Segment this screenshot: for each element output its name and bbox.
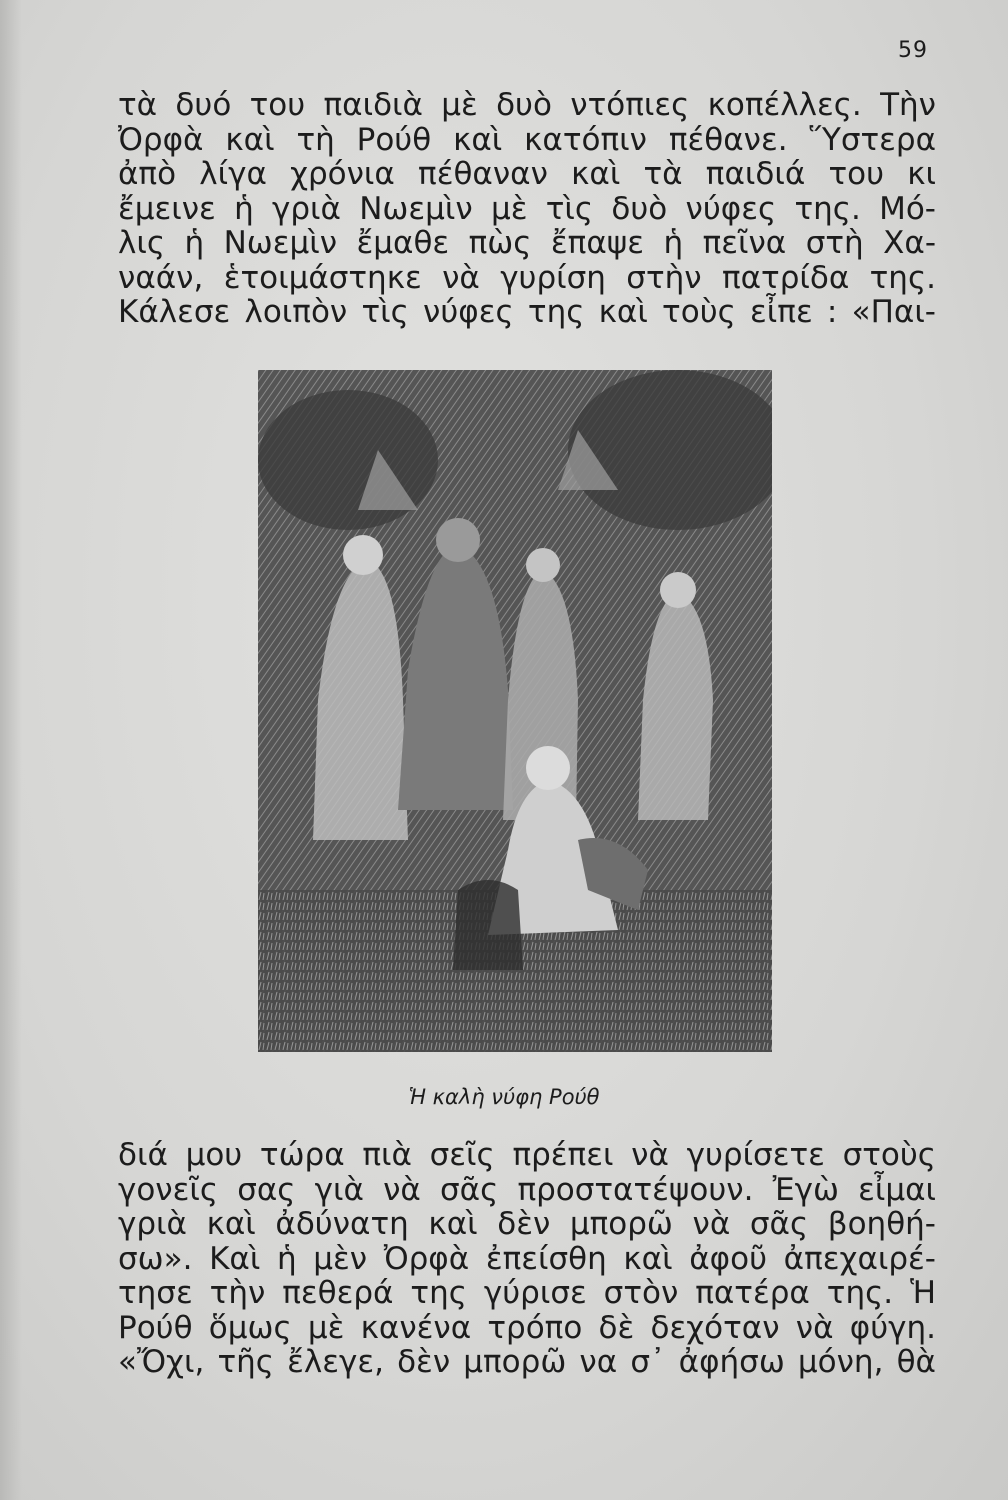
page-number: 59 [898, 38, 928, 63]
text-line: «Ὄχι, τῆς ἔλεγε, δὲν μπορῶ να σ᾽ ἀφήσω μόνη, θὰ [118, 1344, 936, 1380]
text-line: ἀπὸ λίγα χρόνια πέθαναν καὶ τὰ παιδιά του κι [118, 156, 936, 192]
text-line: Ὀρφὰ καὶ τὴ Ρούθ καὶ κατόπιν πέθανε. Ὕστερα [118, 121, 936, 158]
paragraph-top [118, 88, 936, 330]
paragraph-bottom [118, 1138, 936, 1380]
text-line: γονεῖς σας γιὰ νὰ σᾶς προστατέψουν. Ἐγὼ εἶμαι [118, 1171, 936, 1208]
text-line: διά μου τώρα πιὰ σεῖς πρέπει νὰ γυρίσετε στοὺς [118, 1137, 936, 1173]
text-line: Ρούθ ὅμως μὲ κανένα τρόπο δὲ δεχόταν νὰ φύγη. [118, 1309, 936, 1346]
text-line: γριὰ καὶ ἀδύνατη καὶ δὲν μπορῶ νὰ σᾶς βοηθή- [118, 1206, 936, 1242]
illustration-caption: Ἡ καλὴ νύφη Ρούθ [408, 1085, 600, 1109]
text-line: ναάν, ἑτοιμάστηκε νὰ γυρίση στὴν πατρίδα της. [118, 259, 936, 296]
text-line: σω». Καὶ ἡ μὲν Ὀρφὰ ἐπείσθη καὶ ἀφοῦ ἀπεχαιρέ- [118, 1240, 936, 1277]
text-line: λις ἡ Νωεμὶν ἔμαθε πὼς ἔπαψε ἡ πεῖνα στὴ Χα- [118, 225, 936, 261]
text-line: ἔμεινε ἡ γριὰ Νωεμὶν μὲ τὶς δυὸ νύφες της. Μό- [118, 190, 936, 227]
page-edge-shadow [0, 0, 22, 1500]
engraving-illustration [258, 370, 772, 1052]
text-line: τὰ δυό του παιδιὰ μὲ δυὸ ντόπιες κοπέλλες. Τὴν [118, 87, 936, 123]
text-line: Κάλεσε λοιπὸν τὶς νύφες της καὶ τοὺς εἶπε : «Παι- [118, 294, 936, 330]
text-line: τησε τὴν πεθερά της γύρισε στὸν πατέρα της. Ἡ [118, 1275, 936, 1311]
